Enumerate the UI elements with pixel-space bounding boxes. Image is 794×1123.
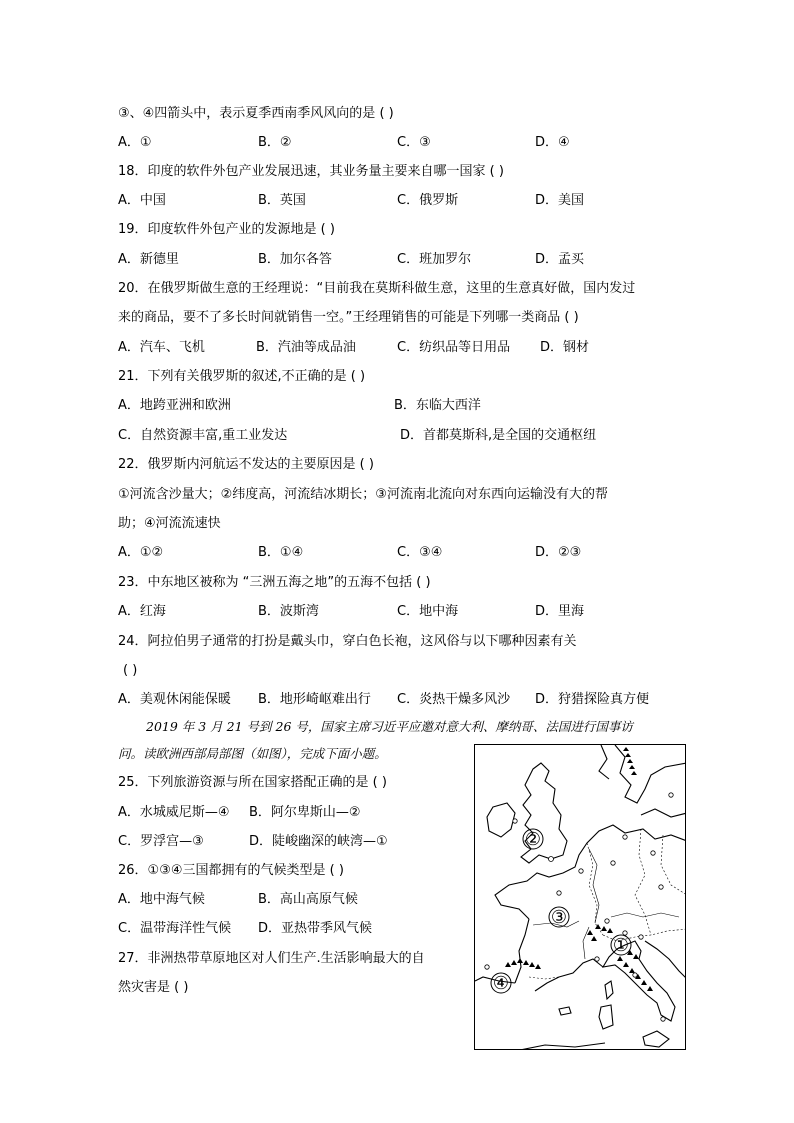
continent-north-coast: [495, 825, 686, 919]
mediterranean-coast: [535, 959, 603, 991]
passage-intro-line2: 问。读欧洲西部局部图（如图），完成下面小题。: [118, 746, 387, 761]
q25-option-b[interactable]: B．阿尔卑斯山—②: [249, 805, 361, 820]
city-dot: [513, 819, 517, 823]
adriatic-coast: [645, 941, 686, 979]
q20-option-a[interactable]: A．汽车、飞机: [118, 340, 205, 355]
western-europe-map: [474, 744, 686, 1050]
q18-option-d[interactable]: D．美国: [535, 193, 585, 208]
sicily: [643, 1031, 669, 1047]
q23-option-b[interactable]: B．波斯湾: [258, 604, 319, 619]
q23-option-d[interactable]: D．里海: [535, 604, 585, 619]
q18-option-b[interactable]: B．英国: [258, 193, 306, 208]
mountain-scandinavian: [623, 747, 637, 775]
city-dot: [595, 957, 599, 961]
border-east: [661, 835, 686, 895]
city-dots: [485, 793, 673, 1021]
ireland: [487, 803, 515, 837]
q24-option-c[interactable]: C．炎热干燥多风沙: [397, 692, 511, 707]
q19-option-d[interactable]: D．孟买: [535, 252, 585, 267]
q19-option-b[interactable]: B．加尔各答: [258, 252, 332, 267]
city-dot: [579, 869, 583, 873]
city-dot: [669, 793, 673, 797]
q20-option-b[interactable]: B．汽油等成品油: [256, 340, 356, 355]
q21-option-b[interactable]: B．东临大西洋: [394, 398, 481, 413]
q23-option-c[interactable]: C．地中海: [397, 604, 459, 619]
q22-option-c[interactable]: C．③④: [397, 545, 443, 560]
q22-text-line2: ①河流含沙量大；②纬度高，河流结冰期长；③河流南北流向对东西向运输没有大的帮: [118, 487, 608, 502]
france-west-coast: [515, 919, 529, 983]
city-dot: [659, 885, 663, 889]
q21-option-c[interactable]: C．自然资源丰富,重工业发达: [118, 428, 288, 443]
q21-option-d[interactable]: D．首都莫斯科,是全国的交通枢纽: [400, 428, 597, 443]
q22-text: 22．俄罗斯内河航运不发达的主要原因是 ( ): [118, 457, 374, 472]
q24-text: 24．阿拉伯男子通常的打扮是戴头巾，穿白色长袍，这风俗与以下哪种因素有关: [118, 634, 577, 649]
q25-text: 25．下列旅游资源与所在国家搭配正确的是 ( ): [118, 775, 387, 790]
q23-option-a[interactable]: A．红海: [118, 604, 166, 619]
q27-text-line1: 27．非洲热带草原地区对人们生产.生活影响最大的自: [118, 951, 425, 966]
border-france-germany: [587, 843, 603, 935]
q25-option-d[interactable]: D．陡峻幽深的峡湾—①: [249, 834, 388, 849]
city-dot: [623, 835, 627, 839]
q22-option-b[interactable]: B．①④: [258, 545, 304, 560]
q26-option-b[interactable]: B．高山高原气候: [258, 892, 358, 907]
q24-option-a[interactable]: A．美观休闲能保暖: [118, 692, 231, 707]
q19-text: 19．印度软件外包产业的发源地是 ( ): [118, 222, 335, 237]
q20-text-line2: 来的商品，要不了多长时间就销售一空。”王经理销售的可能是下列哪一类商品 ( ): [118, 310, 579, 325]
q19-option-c[interactable]: C．班加罗尔: [397, 252, 472, 267]
city-dot: [639, 935, 643, 939]
q20-text-line1: 20．在俄罗斯做生意的王经理说：“目前我在莫斯科做生意，这里的生意真好做，国内发过: [118, 281, 636, 296]
river-rhone: [583, 927, 589, 959]
mountain-marks: [505, 747, 653, 991]
mountain-pyrenees: [505, 958, 541, 969]
q24-text-line2: ( ): [123, 663, 138, 678]
q22-text-line3: 助；④河流流速快: [118, 516, 221, 531]
passage-intro-line1: 2019 年 3 月 21 号到 26 号，国家主席习近平应邀对意大利、摩纳哥、法国进行国事访: [146, 719, 633, 734]
border-germany-east: [635, 829, 651, 935]
q22-option-a[interactable]: A．①②: [118, 545, 164, 560]
q19-option-a[interactable]: A．新德里: [118, 252, 179, 267]
q26-text: 26．①③④三国都拥有的气候类型是 ( ): [118, 863, 344, 878]
q17-option-c[interactable]: C．③: [397, 135, 431, 150]
river-danube: [611, 913, 679, 917]
q22-option-d[interactable]: D．②③: [535, 545, 582, 560]
q20-option-c[interactable]: C．纺织品等日用品: [397, 340, 511, 355]
city-dot: [605, 919, 609, 923]
city-dot: [557, 891, 561, 895]
q27-text-line2: 然灾害是 ( ): [118, 980, 189, 995]
city-dot: [633, 973, 637, 977]
city-dot: [611, 861, 615, 865]
north-africa-coast: [515, 1043, 605, 1050]
balearic-island: [559, 1007, 571, 1015]
city-dot: [661, 1017, 665, 1021]
q17-option-a[interactable]: A．①: [118, 135, 152, 150]
city-dot: [549, 857, 554, 862]
q21-text: 21．下列有关俄罗斯的叙述,不正确的是 ( ): [118, 369, 366, 384]
marker-4: ④: [492, 973, 510, 994]
q26-option-c[interactable]: C．温带海洋性气候: [118, 921, 232, 936]
q17-text: ③、④四箭头中，表示夏季西南季风风向的是 ( ): [118, 106, 394, 121]
marker-1: ①: [612, 935, 630, 956]
q18-text: 18．印度的软件外包产业发展迅速，其业务量主要来自哪一国家 ( ): [118, 164, 504, 179]
q26-option-a[interactable]: A．地中海气候: [118, 892, 205, 907]
city-dot: [651, 851, 655, 855]
city-dot: [485, 965, 489, 969]
q17-option-d[interactable]: D．④: [535, 135, 570, 150]
corsica: [605, 981, 613, 999]
q23-text: 23．中东地区被称为 “三洲五海之地”的五海不包括 ( ): [118, 575, 431, 590]
baltic-coast: [641, 809, 686, 817]
sardinia: [599, 1005, 613, 1029]
scandinavia-coast: [615, 745, 686, 803]
q25-option-a[interactable]: A．水城威尼斯—④: [118, 805, 230, 820]
mountain-alps: [587, 924, 613, 941]
river-rhine: [589, 849, 599, 923]
q24-option-d[interactable]: D．狩猎探险真方便: [535, 692, 650, 707]
q24-option-b[interactable]: B．地形崎岖难出行: [258, 692, 371, 707]
q25-option-c[interactable]: C．罗浮宫—③: [118, 834, 204, 849]
q20-option-d[interactable]: D．钢材: [540, 340, 590, 355]
q26-option-d[interactable]: D．亚热带季风气候: [258, 921, 373, 936]
marker-3: ③: [550, 907, 568, 928]
norway-coast: [599, 745, 609, 779]
q18-option-a[interactable]: A．中国: [118, 193, 166, 208]
marker-2: ②: [524, 829, 542, 850]
q17-option-b[interactable]: B．②: [258, 135, 292, 150]
map-drawing: [475, 745, 686, 1050]
q21-option-a[interactable]: A．地跨亚洲和欧洲: [118, 398, 231, 413]
q18-option-c[interactable]: C．俄罗斯: [397, 193, 459, 208]
